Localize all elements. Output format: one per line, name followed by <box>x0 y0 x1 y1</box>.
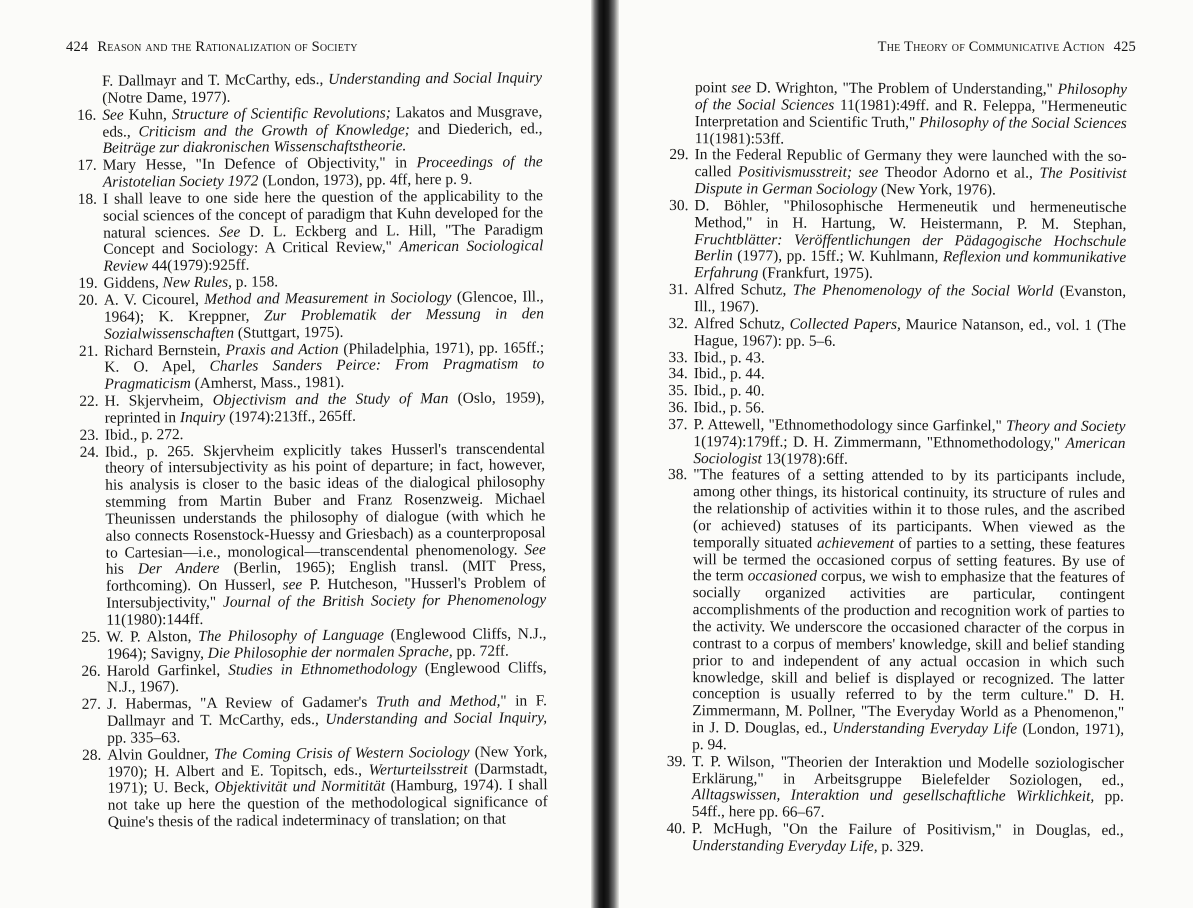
roman-text: A. V. Cicourel, <box>103 290 205 309</box>
italic-text: Journal of the British Society for Phenomenology <box>222 591 547 611</box>
roman-text: D. L. Eckberg and L. Hill, "The Paradigm Concept and Sociology: A Critical Review," <box>103 220 544 259</box>
footnote-32 <box>658 316 1126 352</box>
italic-text: Understanding and Social Inquiry, <box>325 709 548 729</box>
footnote-39 <box>656 754 1124 823</box>
roman-text: P. McHugh, "On the Failure of Positivism," in Douglas, ed., <box>691 820 1124 840</box>
footnote-number: 20. <box>78 291 98 309</box>
roman-text: D. Wrighton, "The Problem of Understanding," <box>751 79 1058 98</box>
roman-text: pp. 54ff., here pp. 66–67. <box>691 788 1124 822</box>
roman-text: W. P. Alston, <box>106 627 199 646</box>
footnote-number: 16. <box>77 106 97 124</box>
roman-text: (London, 1973), pp. 4ff, here p. 9. <box>258 170 473 190</box>
italic-text: Zur Problematik der Messung in den Sozialwissenschaften <box>103 305 544 343</box>
footnote-26 <box>71 660 547 697</box>
roman-text: (Englewood Cliffs, N.J., 1967). <box>106 658 547 697</box>
left-running-title: Reason and the Rationalization of Society <box>97 39 358 55</box>
italic-text: American Sociologist <box>693 434 1126 468</box>
footnote-number: 34. <box>668 365 688 383</box>
footnote-text <box>103 188 544 276</box>
italic-text: Werturteilsstreit <box>368 760 468 779</box>
roman-text: p. 158. <box>231 273 279 291</box>
footnote-number: 25. <box>81 628 101 646</box>
roman-text: corpus, we wish to emphasize that the features of socially organized activities are particular, contingent accomplishments of the production and recognition work of parties to the activity. We underscore the occasioned character of the corpus in contrast to a corpus of members' knowledge, skill and belief standing prior to and independent of any actual occasion in which such knowledge, skill and belief is displayed or recognized. The latter conception is usually referred to by the term culture." D. H. Zimmermann, M. Pollner, "The Everyday World as a Phenomenon," in J. D. Douglas, ed., <box>692 568 1125 737</box>
footnote-text <box>102 70 542 107</box>
italic-text: The Phenomenology of the Social World <box>792 281 1054 300</box>
roman-text: H. Skjervheim, <box>104 391 213 410</box>
right-page-number: 425 <box>1113 39 1136 55</box>
footnote-text <box>102 104 542 158</box>
italic-text: Theory and Society <box>1005 417 1126 435</box>
footnote-20 <box>68 289 544 343</box>
footnote-text <box>107 693 547 747</box>
roman-text: Ibid., p. 40. <box>693 382 765 400</box>
footnote-number: 21. <box>78 342 99 360</box>
footnote-text <box>692 468 1125 756</box>
roman-text: "The features of a setting attended to by its participants include, among other things, its historical continuity, its structure of rules and the relationship of activities within it to those rules, and the ascribed (or achieved) statuses of its participants. When viewed as the temporally situated <box>692 466 1126 552</box>
roman-text: P. Hutcheson, "Husserl's Problem of Intersubjectivity," <box>106 574 547 612</box>
italic-text: achievement <box>816 534 894 552</box>
roman-text: 1(1974):179ff.; D. H. Zimmermann, "Ethnomethodology," <box>693 432 1066 452</box>
roman-text: Mary Hesse, "In Defence of Objectivity," in <box>102 154 417 174</box>
italic-text: Philosophy of the Social Sciences <box>694 80 1127 114</box>
roman-text: (Glencoe, Ill., 1964); K. Kreppner, <box>103 288 544 326</box>
footnote-17 <box>67 154 543 191</box>
right-running-head <box>878 39 1136 56</box>
footnote-number: 17. <box>77 156 97 175</box>
footnote-text <box>694 282 1126 318</box>
footnote-text <box>105 441 546 630</box>
italic-text: Criticism and the Growth of Knowledge; <box>138 120 410 140</box>
roman-text: 11(1981):49ff. and R. Feleppa, "Hermeneutic Interpretation and Scientific Truth," <box>694 96 1127 131</box>
roman-text: Maurice Natanson, ed., vol. 1 (The Hague, 1967): pp. 5–6. <box>693 315 1126 350</box>
roman-text: (1974):213ff., 265ff. <box>225 407 356 426</box>
roman-text: Harold Garfinkel, <box>106 661 229 680</box>
italic-text: Fruchtblätter: Veröffentlichungen der Pädagogische Hochschule Berlin <box>694 230 1127 265</box>
italic-text: Objectivism and the Study of Man <box>212 390 449 409</box>
italic-text: occasioned <box>747 567 818 586</box>
footnote-31 <box>658 282 1126 318</box>
italic-text: Understanding Everyday Life <box>832 719 1018 738</box>
italic-text: see <box>731 79 752 97</box>
footnote-number: 23. <box>79 426 99 444</box>
roman-text: point <box>694 79 732 97</box>
footnote-number: 22. <box>79 392 99 410</box>
roman-text: " in F. Dallmayr and T. McCarthy, eds., <box>107 692 548 730</box>
roman-text: (Amherst, Mass., 1981). <box>190 374 345 393</box>
roman-text: P. Attewell, "Ethnomethodology since Garfinkel," <box>693 416 1007 435</box>
left-running-head <box>66 39 358 56</box>
italic-text: Positivismusstreit; see <box>737 163 879 182</box>
footnote-28 <box>71 744 548 832</box>
footnote-text <box>693 417 1125 469</box>
italic-text: Structure of Scientific Revolutions; <box>171 104 391 123</box>
roman-text: his <box>105 560 138 579</box>
roman-text: Ibid., p. 265. Skjervheim explicitly takes Husserl's transcendental theory of intersubjectivity as his point of departure; in fact, however, his analysis is closer to the basic ideas of the dialogical philosophy stemming from Martin Buber and Franz Rosenzweig. Michael Theunissen understands the philosophy of dialogue (with which he also connects Rosenstock-Huessy and Griesbach) as a counterproposal to Cartesian—i.e., monological—transcendental phenomenology. <box>104 439 546 562</box>
roman-text: (Englewood Cliffs, N.J., 1964); Savigny, <box>106 625 547 663</box>
footnote-number: 19. <box>78 274 98 293</box>
italic-text: The Philosophy of Language <box>198 626 385 645</box>
roman-text: (Frankfurt, 1975). <box>758 264 873 283</box>
italic-text: Truth and Method, <box>375 692 501 711</box>
italic-text: Collected Papers, <box>789 315 901 333</box>
italic-text: Philosophy of the Social Sciences <box>919 113 1127 132</box>
book-gutter <box>591 0 619 908</box>
footnote-29 <box>658 147 1126 200</box>
footnote-number: 18. <box>77 190 98 208</box>
roman-text: J. Habermas, "A Review of Gadamer's <box>106 693 377 713</box>
roman-text: (1977), pp. 15ff.; W. Kuhlmann, <box>732 247 943 266</box>
footnote-22 <box>69 390 545 427</box>
footnote-25 <box>70 626 546 663</box>
italic-text: Alltagswissen, Interaktion und gesellschaftliche Wirklichkeit, <box>691 786 1095 806</box>
roman-text: Alfred Schutz, <box>694 281 793 299</box>
italic-text: Understanding Everyday Life, <box>691 837 878 855</box>
footnote-text <box>694 316 1126 352</box>
right-page <box>619 0 1193 908</box>
italic-text: See <box>218 223 241 241</box>
roman-text: p. 329. <box>877 837 924 856</box>
roman-text: (Notre Dame, 1977). <box>102 88 231 107</box>
footnote-text <box>105 390 545 427</box>
footnote-text <box>692 754 1124 823</box>
footnote-21 <box>68 340 544 394</box>
footnote-number: 27. <box>81 695 102 714</box>
footnote-continuation <box>66 70 542 107</box>
footnote-text <box>694 198 1126 284</box>
italic-text: Die Philosophie der normalen Sprache, <box>207 642 453 662</box>
roman-text: 11(1980):144ff. <box>106 610 204 629</box>
footnote-text <box>694 148 1126 200</box>
roman-text: Giddens, <box>103 274 163 292</box>
italic-text: Beiträge zur diakronischen Wissenschaftstheorie. <box>102 137 407 158</box>
italic-text: Proceedings of the Aristotelian Society 1972 <box>102 153 543 191</box>
right-running-title: The Theory of Communicative Action <box>877 39 1105 55</box>
footnote-number: 26. <box>81 662 101 680</box>
footnote-18 <box>67 188 544 276</box>
footnote-text <box>104 289 544 343</box>
roman-text: Ibid., p. 56. <box>693 399 765 417</box>
roman-text: I shall leave to one side here the question of the applicability to the social sciences of the concept of paradigm that Kuhn developed for the natural sciences. <box>102 187 544 242</box>
roman-text: (Evanston, Ill., 1967). <box>693 282 1127 316</box>
roman-text: Ibid., p. 272. <box>104 425 184 444</box>
roman-text: Richard Bernstein, <box>104 341 226 360</box>
roman-text: (Berlin, 1965); English transl. (MIT Press, forthcoming). On Husserl, <box>105 557 546 596</box>
footnote-text <box>104 340 544 394</box>
roman-text: pp. 72ff. <box>452 642 509 660</box>
roman-text: (Stuttgart, 1975). <box>233 323 344 342</box>
italic-text: American Sociological Review <box>103 237 544 275</box>
roman-text: (Philadelphia, 1971), pp. 165ff.; K. O. Apel, <box>104 338 545 377</box>
footnote-text <box>103 154 543 191</box>
italic-text: Inquiry <box>179 408 226 426</box>
right-footnotes <box>656 80 1127 857</box>
footnote-38 <box>656 467 1125 755</box>
roman-text: Lakatos and Musgrave, eds., <box>102 102 543 141</box>
left-footnotes <box>66 70 548 832</box>
italic-text: Studies in Ethnomethodology <box>228 659 417 679</box>
footnote-number: 29. <box>669 146 689 164</box>
roman-text: and Diederich, ed., <box>409 119 543 138</box>
footnote-number: 37. <box>668 415 688 434</box>
footnote-27 <box>71 693 547 747</box>
footnote-number: 32. <box>668 314 688 332</box>
roman-text: Theodor Adorno et al., <box>878 164 1040 182</box>
italic-text: The Positivist Dispute in German Sociology <box>694 164 1127 199</box>
left-page-number: 424 <box>66 39 89 55</box>
footnote-number: 28. <box>82 746 102 764</box>
roman-text: 13(1978):6ff. <box>761 450 848 468</box>
footnote-continuation <box>659 80 1127 149</box>
footnote-text <box>692 821 1124 857</box>
footnote-number: 30. <box>669 196 689 215</box>
footnote-text <box>695 80 1127 149</box>
italic-text: The Coming Crisis of Western Sociology <box>213 743 470 763</box>
italic-text: Reflexion und kommunikative Erfahrung <box>694 248 1127 282</box>
footnote-number: 35. <box>668 382 688 400</box>
footnote-number: 31. <box>668 281 689 299</box>
footnote-text <box>107 660 547 697</box>
italic-text: Praxis and Action <box>225 340 339 359</box>
roman-text: (Darmstadt, 1971); U. Beck, <box>107 759 548 798</box>
italic-text: Objektivität und Normitität <box>214 777 386 797</box>
roman-text: F. Dallmayr and T. McCarthy, eds., <box>101 70 329 90</box>
roman-text: Alvin Gouldner, <box>107 745 214 764</box>
footnote-number: 36. <box>668 399 688 417</box>
roman-text: pp. 335–63. <box>107 729 181 747</box>
roman-text: Ibid., p. 44. <box>693 365 765 383</box>
roman-text: (New York, 1970); H. Albert and E. Topitsch, eds., <box>107 742 548 781</box>
footnote-text <box>107 744 548 832</box>
italic-text: Charles Sanders Peirce: From Pragmatism to Pragmaticism <box>104 355 545 393</box>
footnote-16 <box>66 104 542 158</box>
footnote-24 <box>69 441 546 630</box>
roman-text: (Oslo, 1959), reprinted in <box>104 389 545 427</box>
left-page <box>0 0 591 908</box>
footnote-40 <box>656 821 1124 857</box>
roman-text: 11(1981):53ff. <box>694 129 785 148</box>
footnote-30 <box>658 198 1126 284</box>
footnote-number: 33. <box>668 348 688 366</box>
roman-text: (London, 1971), p. 94. <box>692 720 1125 754</box>
footnote-number: 39. <box>666 752 687 770</box>
footnote-number: 38. <box>667 466 688 484</box>
roman-text: D. Böhler, "Philosophische Hermeneutik und hermeneutische Method," in H. Hartung, W. Heistermann, P. M. Stephan, <box>694 197 1127 233</box>
roman-text: In the Federal Republic of Germany they were launched with the so-called <box>694 146 1127 181</box>
footnote-number: 24. <box>79 443 100 461</box>
roman-text: 44(1979):925ff. <box>147 256 250 275</box>
italic-text: Der Andere <box>137 560 220 578</box>
roman-text: T. P. Wilson, "Theorien der Interaktion und Modelle soziologischer Erklärung," in Arbeitsgruppe Bielefelder Soziologen, ed., <box>691 752 1125 789</box>
italic-text: New Rules, <box>162 273 232 292</box>
roman-text: Kuhn, <box>123 105 172 124</box>
roman-text: (Hamburg, 1974). I shall not take up here the question of the methodological significance of Quine's thesis of the radical indeterminacy of translation; on that <box>107 776 548 831</box>
footnote-number: 40. <box>666 820 686 838</box>
italic-text: Method and Measurement in Sociology <box>204 288 452 308</box>
footnote-37 <box>657 417 1125 470</box>
roman-text: Ibid., p. 43. <box>693 348 765 366</box>
roman-text: of parties to a setting, these features will be termed the occasioned corpus of setting features. By use of the term <box>692 534 1126 585</box>
italic-text: Understanding and Social Inquiry <box>328 69 543 88</box>
italic-text: see <box>282 576 303 594</box>
roman-text: (New York, 1976). <box>877 181 996 199</box>
footnote-text <box>106 626 546 663</box>
italic-text: See <box>102 106 124 124</box>
italic-text: See <box>524 540 546 559</box>
roman-text: Alfred Schutz, <box>693 314 790 333</box>
